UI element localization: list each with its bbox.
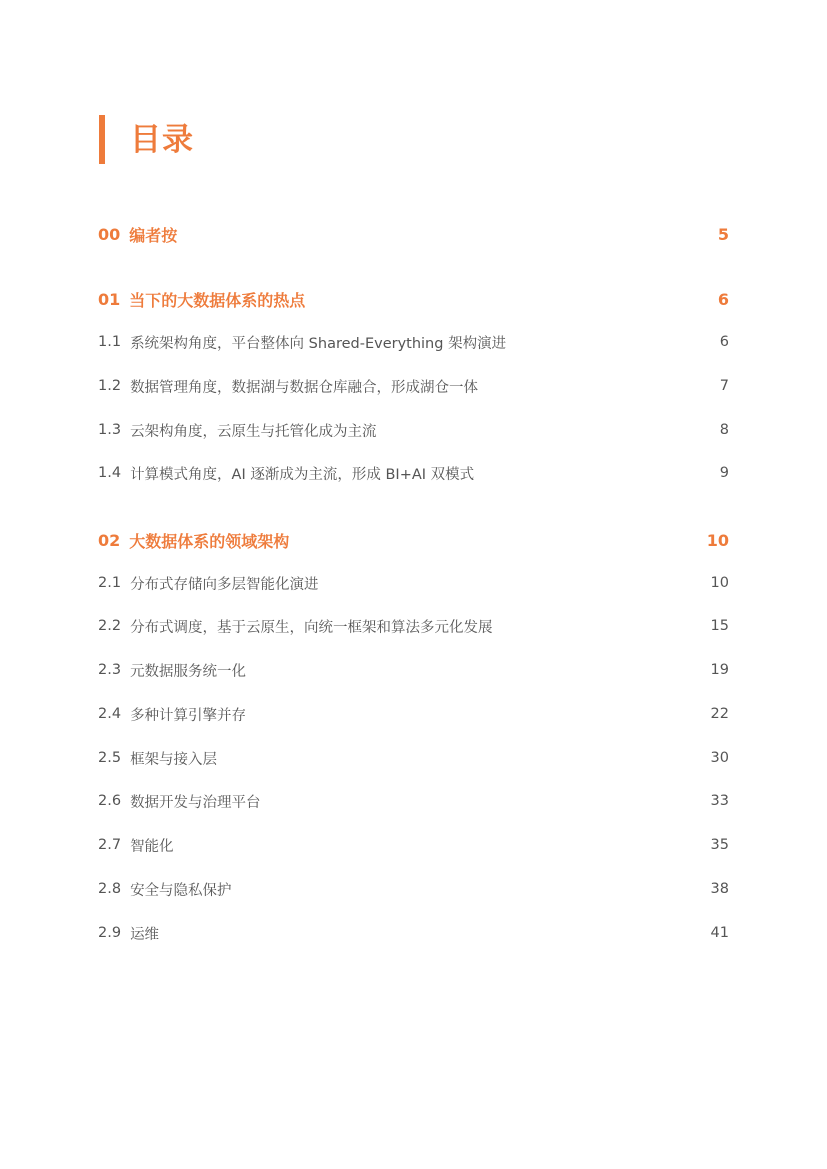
toc-label: 分布式调度，基于云原生，向统一框架和算法多元化发展	[130, 619, 493, 636]
toc-label: 计算模式角度，AI 逐渐成为主流，形成 BI+AI 双模式	[130, 466, 475, 483]
toc-section-00[interactable]	[98, 221, 729, 247]
toc-page-number: 10	[710, 575, 729, 591]
title-accent-bar	[99, 115, 105, 164]
toc-page-number: 30	[710, 750, 729, 766]
toc-item-2-6[interactable]	[98, 788, 729, 814]
toc-label: 分布式存储向多层智能化演进	[130, 576, 319, 593]
toc-label: 编者按	[129, 225, 178, 245]
toc-item-1-1[interactable]	[98, 329, 729, 355]
toc-number: 02	[98, 530, 121, 550]
toc-section-02[interactable]	[98, 527, 729, 553]
toc-item-2-2[interactable]	[98, 613, 729, 639]
toc-item-1-3[interactable]	[98, 417, 729, 443]
toc-number: 2.3	[98, 662, 122, 678]
toc-number: 2.8	[98, 881, 122, 897]
toc-item-2-3[interactable]	[98, 657, 729, 683]
toc-item-2-9[interactable]	[98, 920, 729, 946]
toc-page-number: 33	[710, 793, 729, 809]
toc-page-number: 38	[710, 881, 729, 897]
toc-page-number: 22	[710, 706, 729, 722]
toc-item-1-2[interactable]	[98, 373, 729, 399]
toc-number: 00	[98, 224, 121, 244]
toc-item-2-5[interactable]	[98, 745, 729, 771]
toc-label: 运维	[130, 926, 160, 943]
toc-item-2-4[interactable]	[98, 701, 729, 727]
page-title: 目录	[130, 122, 194, 158]
toc-page-number: 5	[717, 224, 729, 244]
toc-number: 2.6	[98, 793, 122, 809]
toc-label: 数据开发与治理平台	[130, 794, 261, 811]
toc-page-number: 9	[719, 465, 729, 481]
toc-number: 2.7	[98, 837, 122, 853]
toc-number: 1.2	[98, 378, 122, 394]
toc-page-number: 8	[719, 422, 729, 438]
toc-item-2-1[interactable]	[98, 570, 729, 596]
toc-label: 智能化	[130, 838, 174, 855]
toc-item-2-7[interactable]	[98, 832, 729, 858]
toc-number: 1.3	[98, 422, 122, 438]
toc-label: 当下的大数据体系的热点	[129, 290, 306, 310]
toc-section-01[interactable]	[98, 286, 729, 312]
toc-page-number: 35	[710, 837, 729, 853]
toc-number: 2.2	[98, 618, 122, 634]
toc-page-number: 6	[719, 334, 729, 350]
toc-item-2-8[interactable]	[98, 876, 729, 902]
toc-number: 2.4	[98, 706, 122, 722]
toc-page-number: 19	[710, 662, 729, 678]
toc-page-number: 10	[706, 530, 729, 550]
toc-number: 1.1	[98, 334, 122, 350]
toc-label: 安全与隐私保护	[130, 882, 232, 899]
toc-number: 2.5	[98, 750, 122, 766]
toc-page-number: 41	[710, 925, 729, 941]
toc-page-number: 7	[719, 378, 729, 394]
toc-label: 多种计算引擎并存	[130, 707, 247, 724]
toc-number: 01	[98, 289, 121, 309]
toc-label: 元数据服务统一化	[130, 663, 247, 680]
toc-label: 大数据体系的领域架构	[129, 531, 290, 551]
toc-number: 1.4	[98, 465, 122, 481]
toc-label: 云架构角度，云原生与托管化成为主流	[130, 423, 377, 440]
toc-label: 框架与接入层	[130, 751, 218, 768]
toc-page-number: 15	[710, 618, 729, 634]
toc-label: 数据管理角度，数据湖与数据仓库融合，形成湖仓一体	[130, 379, 479, 396]
toc-number: 2.9	[98, 925, 122, 941]
toc-number: 2.1	[98, 575, 122, 591]
toc-label: 系统架构角度，平台整体向 Shared-Everything 架构演进	[130, 335, 507, 352]
toc-item-1-4[interactable]	[98, 460, 729, 486]
toc-page-number: 6	[717, 289, 729, 309]
